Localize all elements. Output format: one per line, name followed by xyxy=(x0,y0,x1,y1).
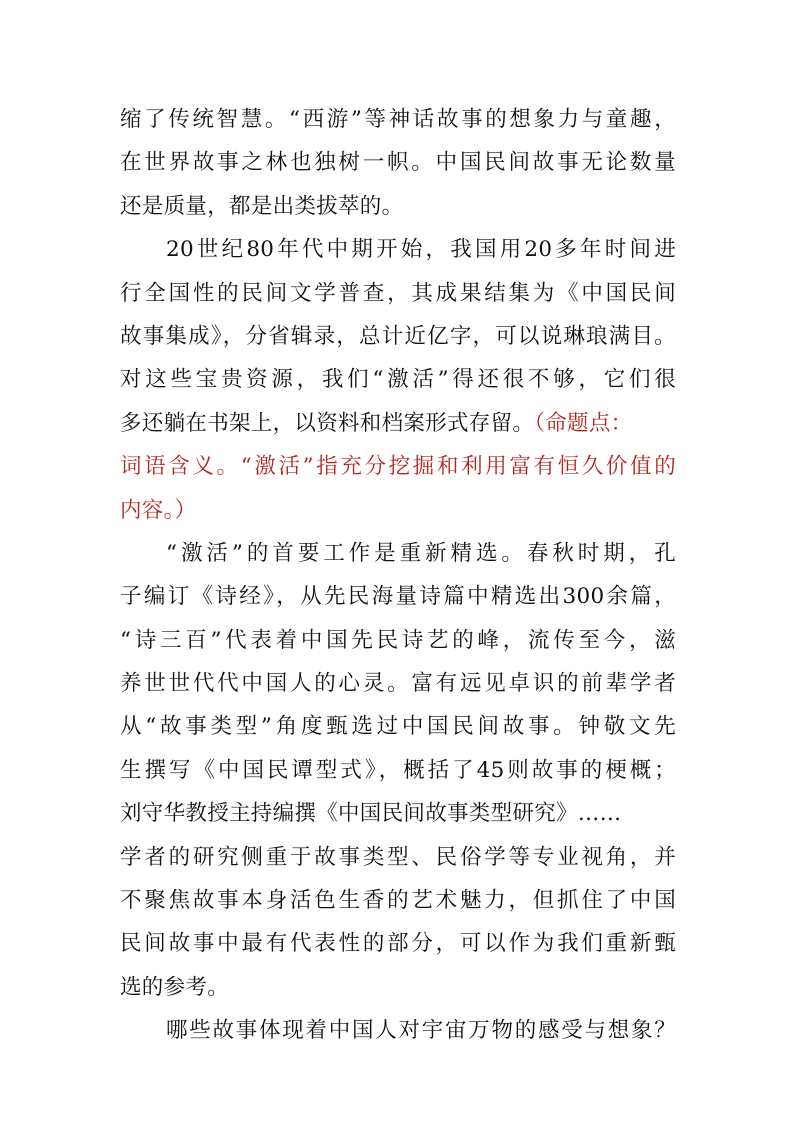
text-line: 不聚焦故事本身活色生香的艺术魅力，但抓住了中国 xyxy=(120,888,676,914)
text-line: 行全国性的民间文学普查，其成果结集为《中国民间 xyxy=(120,280,676,306)
text-line: “激活”的首要工作是重新精选。春秋时期，孔 xyxy=(166,540,676,566)
text-line: 缩了传统智慧。“西游”等神话故事的想象力与童趣， xyxy=(120,107,676,132)
text-line: 刘守华教授主持编撰《中国民间故事类型研究》…… xyxy=(120,801,622,827)
text-line: 故事集成》，分省辑录，总计近亿字，可以说琳琅满目。 xyxy=(120,323,676,349)
text-line: 生撰写《中国民谭型式》，概括了45则故事的梗概； xyxy=(120,757,676,783)
document-page xyxy=(120,98,676,1053)
annotation-note: （命题点： xyxy=(534,410,633,436)
text-line: 选的参考。 xyxy=(120,974,230,1000)
annotation-note: 内容。） xyxy=(120,497,197,523)
text-line xyxy=(120,402,676,445)
text-line: 子编订《诗经》，从先民海量诗篇中精选出300余篇， xyxy=(120,584,676,610)
text-line: “诗三百”代表着中国先民诗艺的峰，流传至今，滋 xyxy=(120,627,676,653)
text-line: 对这些宝贵资源，我们“激活”得还很不够，它们很 xyxy=(120,367,676,393)
annotation-note: 词语含义。“激活”指充分挖掘和利用富有恒久价值的 xyxy=(120,454,676,480)
text-line: 哪些故事体现着中国人对宇宙万物的感受与想象？ xyxy=(166,1018,676,1044)
text-line: 从“故事类型”角度甄选过中国民间故事。钟敬文先 xyxy=(120,714,676,740)
text-line: 民间故事中最有代表性的部分，可以作为我们重新甄 xyxy=(120,931,676,957)
text-line: 20世纪80年代中期开始，我国用20多年时间进 xyxy=(166,237,676,263)
text-line: 养世世代代中国人的心灵。富有远见卓识的前辈学者 xyxy=(120,671,676,697)
text-line: 还是质量，都是出类拔萃的。 xyxy=(120,193,404,219)
text-segment: 多还躺在书架上，以资料和档案形式存留。 xyxy=(120,410,535,436)
text-line: 学者的研究侧重于故事类型、民俗学等专业视角，并 xyxy=(120,844,676,870)
text-line: 在世界故事之林也独树一帜。中国民间故事无论数量 xyxy=(120,150,676,176)
